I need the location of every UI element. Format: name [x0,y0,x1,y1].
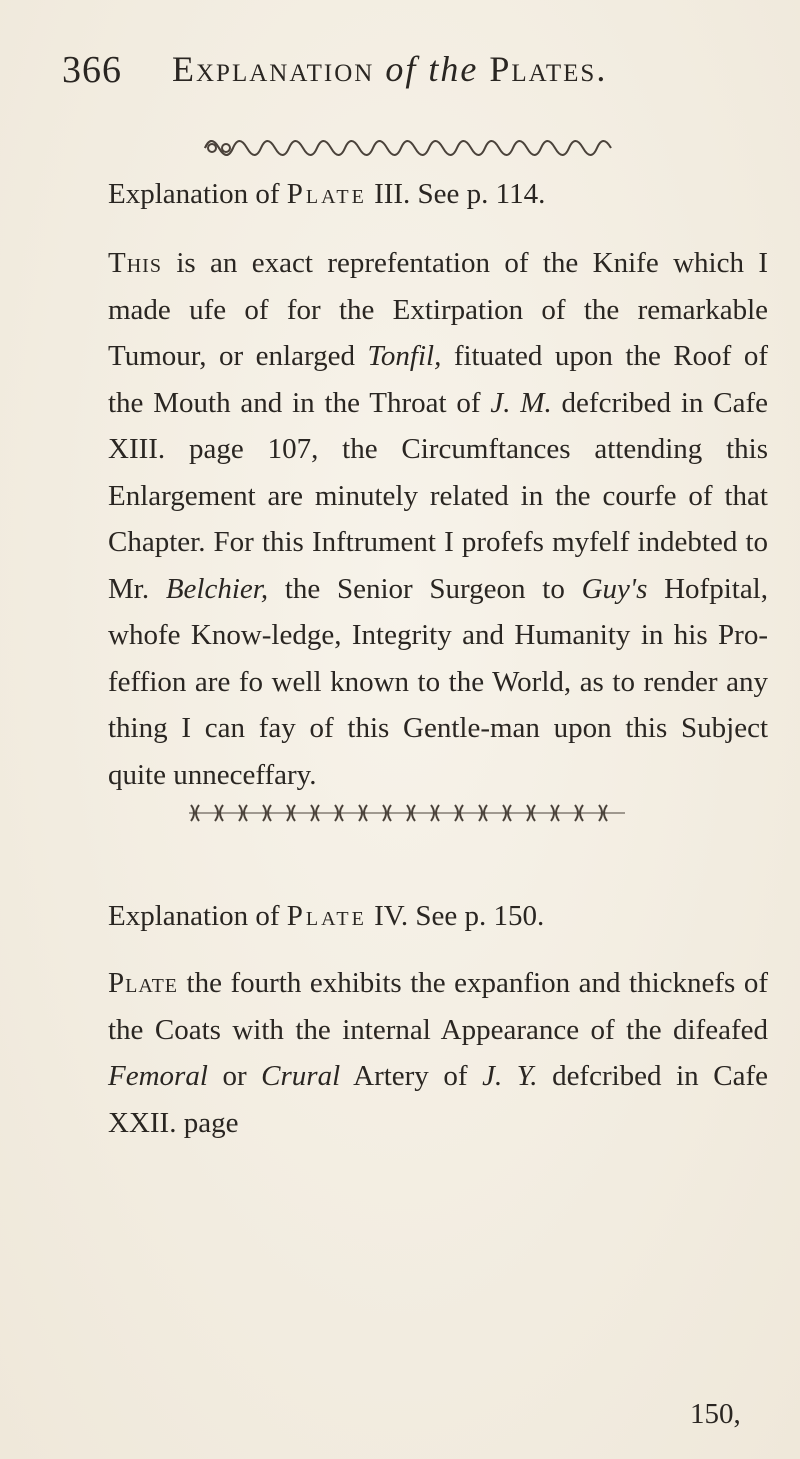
page-header [62,48,760,108]
ornament-band-top [200,130,620,166]
paragraph-text: the Senior Surgeon to [268,572,582,605]
paragraph-italic: Tonfil, [367,340,442,372]
paragraph-italic: J. Y. [482,1060,538,1092]
page-number: 366 [62,49,122,91]
paragraph-lead: This [108,247,162,279]
paragraph-italic: J. M. [490,386,552,419]
paragraph-italic: Guy's [581,572,648,605]
section-title-b: III. See p. 114. [374,178,546,210]
section-title-plate-3 [108,178,545,211]
running-head-part-c: Plates. [489,49,608,89]
section-title-a: Explanation of [108,178,280,210]
running-head [172,48,607,90]
section-title-plate: Plate [286,178,367,210]
paragraph-text: Hofpital, whofe Know-ledge, Integrity and Humanity in his Pro-feffion are fo well known to the World, as to render any thing I can fay of this Gentle-man upon this Subject quite unneceffary. [108,572,768,791]
running-head-part-a: Explanation [172,49,375,89]
paragraph-italic: Belchier, [165,572,269,605]
paragraph-text: defcribed in Cafe XXII. page [108,1060,768,1139]
paragraph-text: Artery of [340,1060,483,1092]
section-title-plate: Plate [286,900,367,932]
section-title-a: Explanation of [108,900,280,932]
paragraph-text: the fourth exhibits the expanfion and thicknefs of the Coats with the internal Appearance of the difeafed [108,967,768,1046]
paragraph-plate-3 [108,240,768,798]
section-title-b: IV. See p. 150. [374,900,545,932]
running-head-part-b: of the [385,49,479,89]
paragraph-text: is an exact reprefentation of the Knife which I made ufe of for the Extirpation of the remarkable Tumour, or enlarged [108,247,768,372]
catchword: 150, [690,1398,741,1430]
paragraph-plate-4 [108,960,768,1146]
section-title-plate-4 [108,900,544,933]
paragraph-text: fituated upon the Roof of the Mouth and in the Throat of [108,340,768,419]
paragraph-lead: Plate [108,967,179,999]
ornament-band-middle [185,795,630,831]
paragraph-italic: Crural [261,1060,341,1092]
paragraph-italic: Femoral [108,1060,208,1092]
paragraph-text: defcribed in Cafe XIII. page 107, the Circumftances attending this Enlargement are minutely related in the courfe of that Chapter. For this Inftrument I profefs myfelf indebted to Mr. [108,386,768,605]
paragraph-text: or [207,1060,262,1092]
